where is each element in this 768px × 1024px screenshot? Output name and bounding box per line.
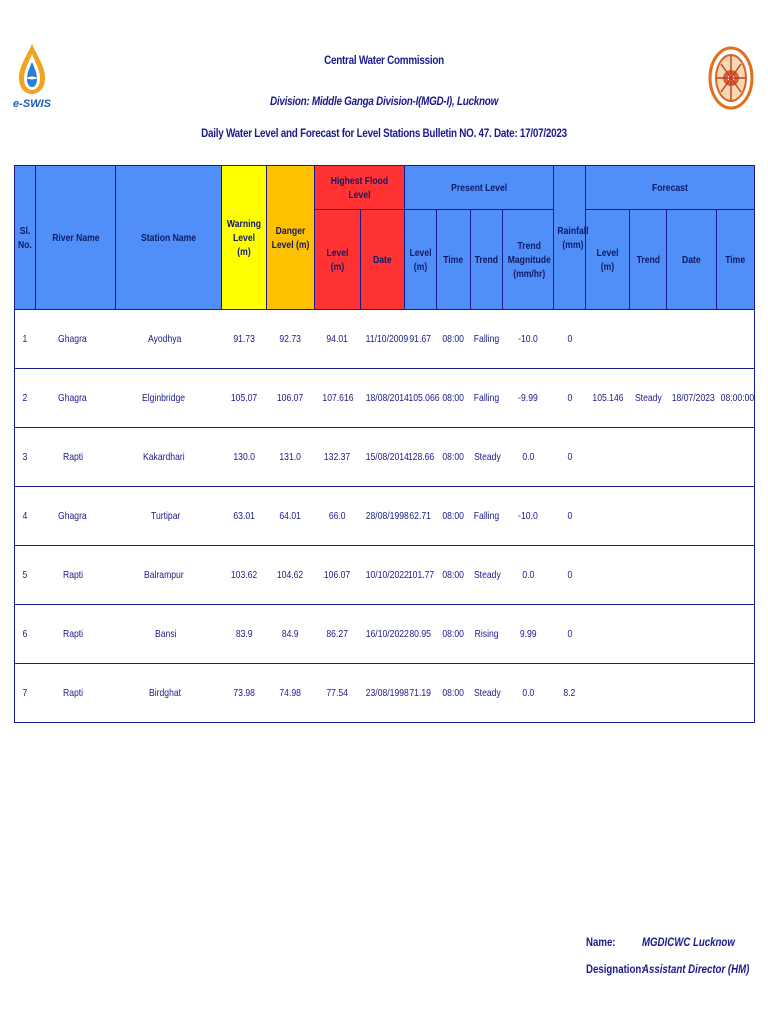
name-value: MGDICWC Lucknow	[642, 937, 735, 949]
cell-hfl-level: 86.27	[315, 605, 361, 664]
cell-warning: 83.9	[222, 605, 267, 664]
cell-forecast-time	[717, 605, 755, 664]
cell-present-time: 08:00	[437, 487, 471, 546]
cell-station: Kakardhari	[116, 428, 222, 487]
cell-station: Turtipar	[116, 487, 222, 546]
cell-present-trend: Steady	[471, 428, 503, 487]
cell-station: Balrampur	[116, 546, 222, 605]
cell-forecast-level	[586, 664, 630, 723]
cell-present-trend: Falling	[471, 310, 503, 369]
col-group-highest-flood-level: Highest Flood Level	[315, 166, 405, 210]
cell-station: Ayodhya	[116, 310, 222, 369]
cell-trend-magnitude: -10.0	[503, 487, 554, 546]
col-hfl-level: Level (m)	[315, 210, 361, 310]
cell-river: Ghagra	[36, 369, 116, 428]
cell-hfl-level: 94.01	[315, 310, 361, 369]
col-present-trend: Trend	[471, 210, 503, 310]
cell-rainfall: 0	[554, 487, 586, 546]
cell-sl: 1	[15, 310, 36, 369]
cell-hfl-date: 28/08/1998	[361, 487, 405, 546]
cell-river: Ghagra	[36, 310, 116, 369]
cell-danger: 74.98	[267, 664, 315, 723]
cell-hfl-level: 132.37	[315, 428, 361, 487]
cell-forecast-date	[667, 428, 717, 487]
table-row	[15, 546, 755, 605]
cell-present-time: 08:00	[437, 546, 471, 605]
cell-present-time: 08:00	[437, 664, 471, 723]
logo-text: e-SWIS	[13, 98, 51, 110]
cell-danger: 92.73	[267, 310, 315, 369]
cell-forecast-level	[586, 428, 630, 487]
col-present-time: Time	[437, 210, 471, 310]
cell-rainfall: 0	[554, 605, 586, 664]
cell-forecast-time	[717, 664, 755, 723]
col-sl-no: Sl. No.	[15, 166, 36, 310]
cell-trend-magnitude: -10.0	[503, 310, 554, 369]
cell-present-trend: Falling	[471, 487, 503, 546]
col-forecast-date: Date	[667, 210, 717, 310]
cell-forecast-trend	[630, 664, 667, 723]
cell-sl: 5	[15, 546, 36, 605]
cell-forecast-trend	[630, 546, 667, 605]
bulletin-title: Daily Water Level and Forecast for Level Stations Bulletin NO. 47. Date: 17/07/2023	[201, 128, 567, 140]
cell-hfl-level: 77.54	[315, 664, 361, 723]
cell-forecast-time	[717, 546, 755, 605]
cell-warning: 91.73	[222, 310, 267, 369]
cell-forecast-date: 18/07/2023	[667, 369, 717, 428]
cell-present-trend: Steady	[471, 664, 503, 723]
cell-forecast-time	[717, 487, 755, 546]
col-present-level: Level (m)	[405, 210, 437, 310]
col-group-forecast: Forecast	[586, 166, 755, 210]
cell-present-time: 08:00	[437, 310, 471, 369]
cell-present-level: 105.066	[405, 369, 437, 428]
designation-value: Assistant Director (HM)	[642, 964, 750, 976]
cell-forecast-time	[717, 310, 755, 369]
cell-hfl-level: 106.07	[315, 546, 361, 605]
cell-danger: 84.9	[267, 605, 315, 664]
designation-label: Designation:	[586, 964, 645, 976]
cell-warning: 103.62	[222, 546, 267, 605]
cell-danger: 104.62	[267, 546, 315, 605]
cell-trend-magnitude: 0.0	[503, 428, 554, 487]
cell-sl: 6	[15, 605, 36, 664]
cell-hfl-date: 11/10/2009	[361, 310, 405, 369]
cell-present-trend: Steady	[471, 546, 503, 605]
cell-present-trend: Rising	[471, 605, 503, 664]
cell-forecast-trend	[630, 310, 667, 369]
cell-forecast-date	[667, 546, 717, 605]
col-station-name: Station Name	[116, 166, 222, 310]
cell-warning: 73.98	[222, 664, 267, 723]
cell-river: Rapti	[36, 546, 116, 605]
cell-warning: 105.07	[222, 369, 267, 428]
cell-forecast-date	[667, 487, 717, 546]
cell-rainfall: 0	[554, 369, 586, 428]
cell-warning: 130.0	[222, 428, 267, 487]
cell-hfl-date: 15/08/2014	[361, 428, 405, 487]
cell-rainfall: 0	[554, 546, 586, 605]
cell-present-time: 08:00	[437, 428, 471, 487]
cell-warning: 63.01	[222, 487, 267, 546]
cell-danger: 131.0	[267, 428, 315, 487]
cwc-emblem-logo	[708, 46, 754, 110]
col-warning-level: Warning Level (m)	[222, 166, 267, 310]
cell-sl: 4	[15, 487, 36, 546]
cell-sl: 7	[15, 664, 36, 723]
cell-rainfall: 8.2	[554, 664, 586, 723]
cell-forecast-date	[667, 664, 717, 723]
cell-station: Birdghat	[116, 664, 222, 723]
name-label: Name:	[586, 937, 616, 949]
cell-sl: 2	[15, 369, 36, 428]
cell-hfl-date: 16/10/2022	[361, 605, 405, 664]
cell-river: Rapti	[36, 664, 116, 723]
cell-danger: 106.07	[267, 369, 315, 428]
cell-trend-magnitude: 0.0	[503, 546, 554, 605]
cell-hfl-date: 18/08/2014	[361, 369, 405, 428]
cell-forecast-trend	[630, 487, 667, 546]
cell-hfl-level: 107.616	[315, 369, 361, 428]
eswis-logo	[12, 42, 52, 114]
col-forecast-trend: Trend	[630, 210, 667, 310]
cell-forecast-date	[667, 310, 717, 369]
cell-present-level: 101.77	[405, 546, 437, 605]
cell-station: Bansi	[116, 605, 222, 664]
cell-rainfall: 0	[554, 310, 586, 369]
col-forecast-time: Time	[717, 210, 755, 310]
cell-trend-magnitude: 0.0	[503, 664, 554, 723]
cell-forecast-date	[667, 605, 717, 664]
cell-forecast-level	[586, 487, 630, 546]
table-row	[15, 487, 755, 546]
cell-station: Elginbridge	[116, 369, 222, 428]
cell-rainfall: 0	[554, 428, 586, 487]
organization-title: Central Water Commission	[324, 55, 444, 67]
cell-present-time: 08:00	[437, 605, 471, 664]
cell-sl: 3	[15, 428, 36, 487]
col-rainfall: Rainfall (mm)	[554, 166, 586, 310]
cell-present-level: 128.66	[405, 428, 437, 487]
cell-forecast-trend: Steady	[630, 369, 667, 428]
cell-trend-magnitude: -9.99	[503, 369, 554, 428]
cell-present-level: 71.19	[405, 664, 437, 723]
cell-trend-magnitude: 9.99	[503, 605, 554, 664]
cell-forecast-level	[586, 546, 630, 605]
col-trend-magnitude: Trend Magnitude (mm/hr)	[503, 210, 554, 310]
cell-hfl-level: 66.0	[315, 487, 361, 546]
division-title: Division: Middle Ganga Division-I(MGD-I), Lucknow	[269, 96, 499, 108]
cell-hfl-date: 10/10/2022	[361, 546, 405, 605]
cell-hfl-date: 23/08/1998	[361, 664, 405, 723]
table-row	[15, 369, 755, 428]
table-row	[15, 605, 755, 664]
cell-forecast-level	[586, 605, 630, 664]
cell-forecast-time	[717, 428, 755, 487]
cell-river: Ghagra	[36, 487, 116, 546]
cell-forecast-level	[586, 310, 630, 369]
col-danger-level: Danger Level (m)	[267, 166, 315, 310]
cell-forecast-time: 08:00:00	[717, 369, 755, 428]
cell-present-level: 80.95	[405, 605, 437, 664]
table-row	[15, 664, 755, 723]
cell-forecast-trend	[630, 428, 667, 487]
cell-present-level: 62.71	[405, 487, 437, 546]
cell-forecast-trend	[630, 605, 667, 664]
cell-present-trend: Falling	[471, 369, 503, 428]
table-row	[15, 310, 755, 369]
col-forecast-level: Level (m)	[586, 210, 630, 310]
cell-forecast-level: 105.146	[586, 369, 630, 428]
col-group-present-level: Present Level	[405, 166, 554, 210]
col-river-name: River Name	[36, 166, 116, 310]
cell-present-time: 08:00	[437, 369, 471, 428]
cell-danger: 64.01	[267, 487, 315, 546]
water-level-table	[14, 165, 755, 723]
cell-river: Rapti	[36, 605, 116, 664]
col-hfl-date: Date	[361, 210, 405, 310]
table-row	[15, 428, 755, 487]
cell-river: Rapti	[36, 428, 116, 487]
cell-present-level: 91.67	[405, 310, 437, 369]
